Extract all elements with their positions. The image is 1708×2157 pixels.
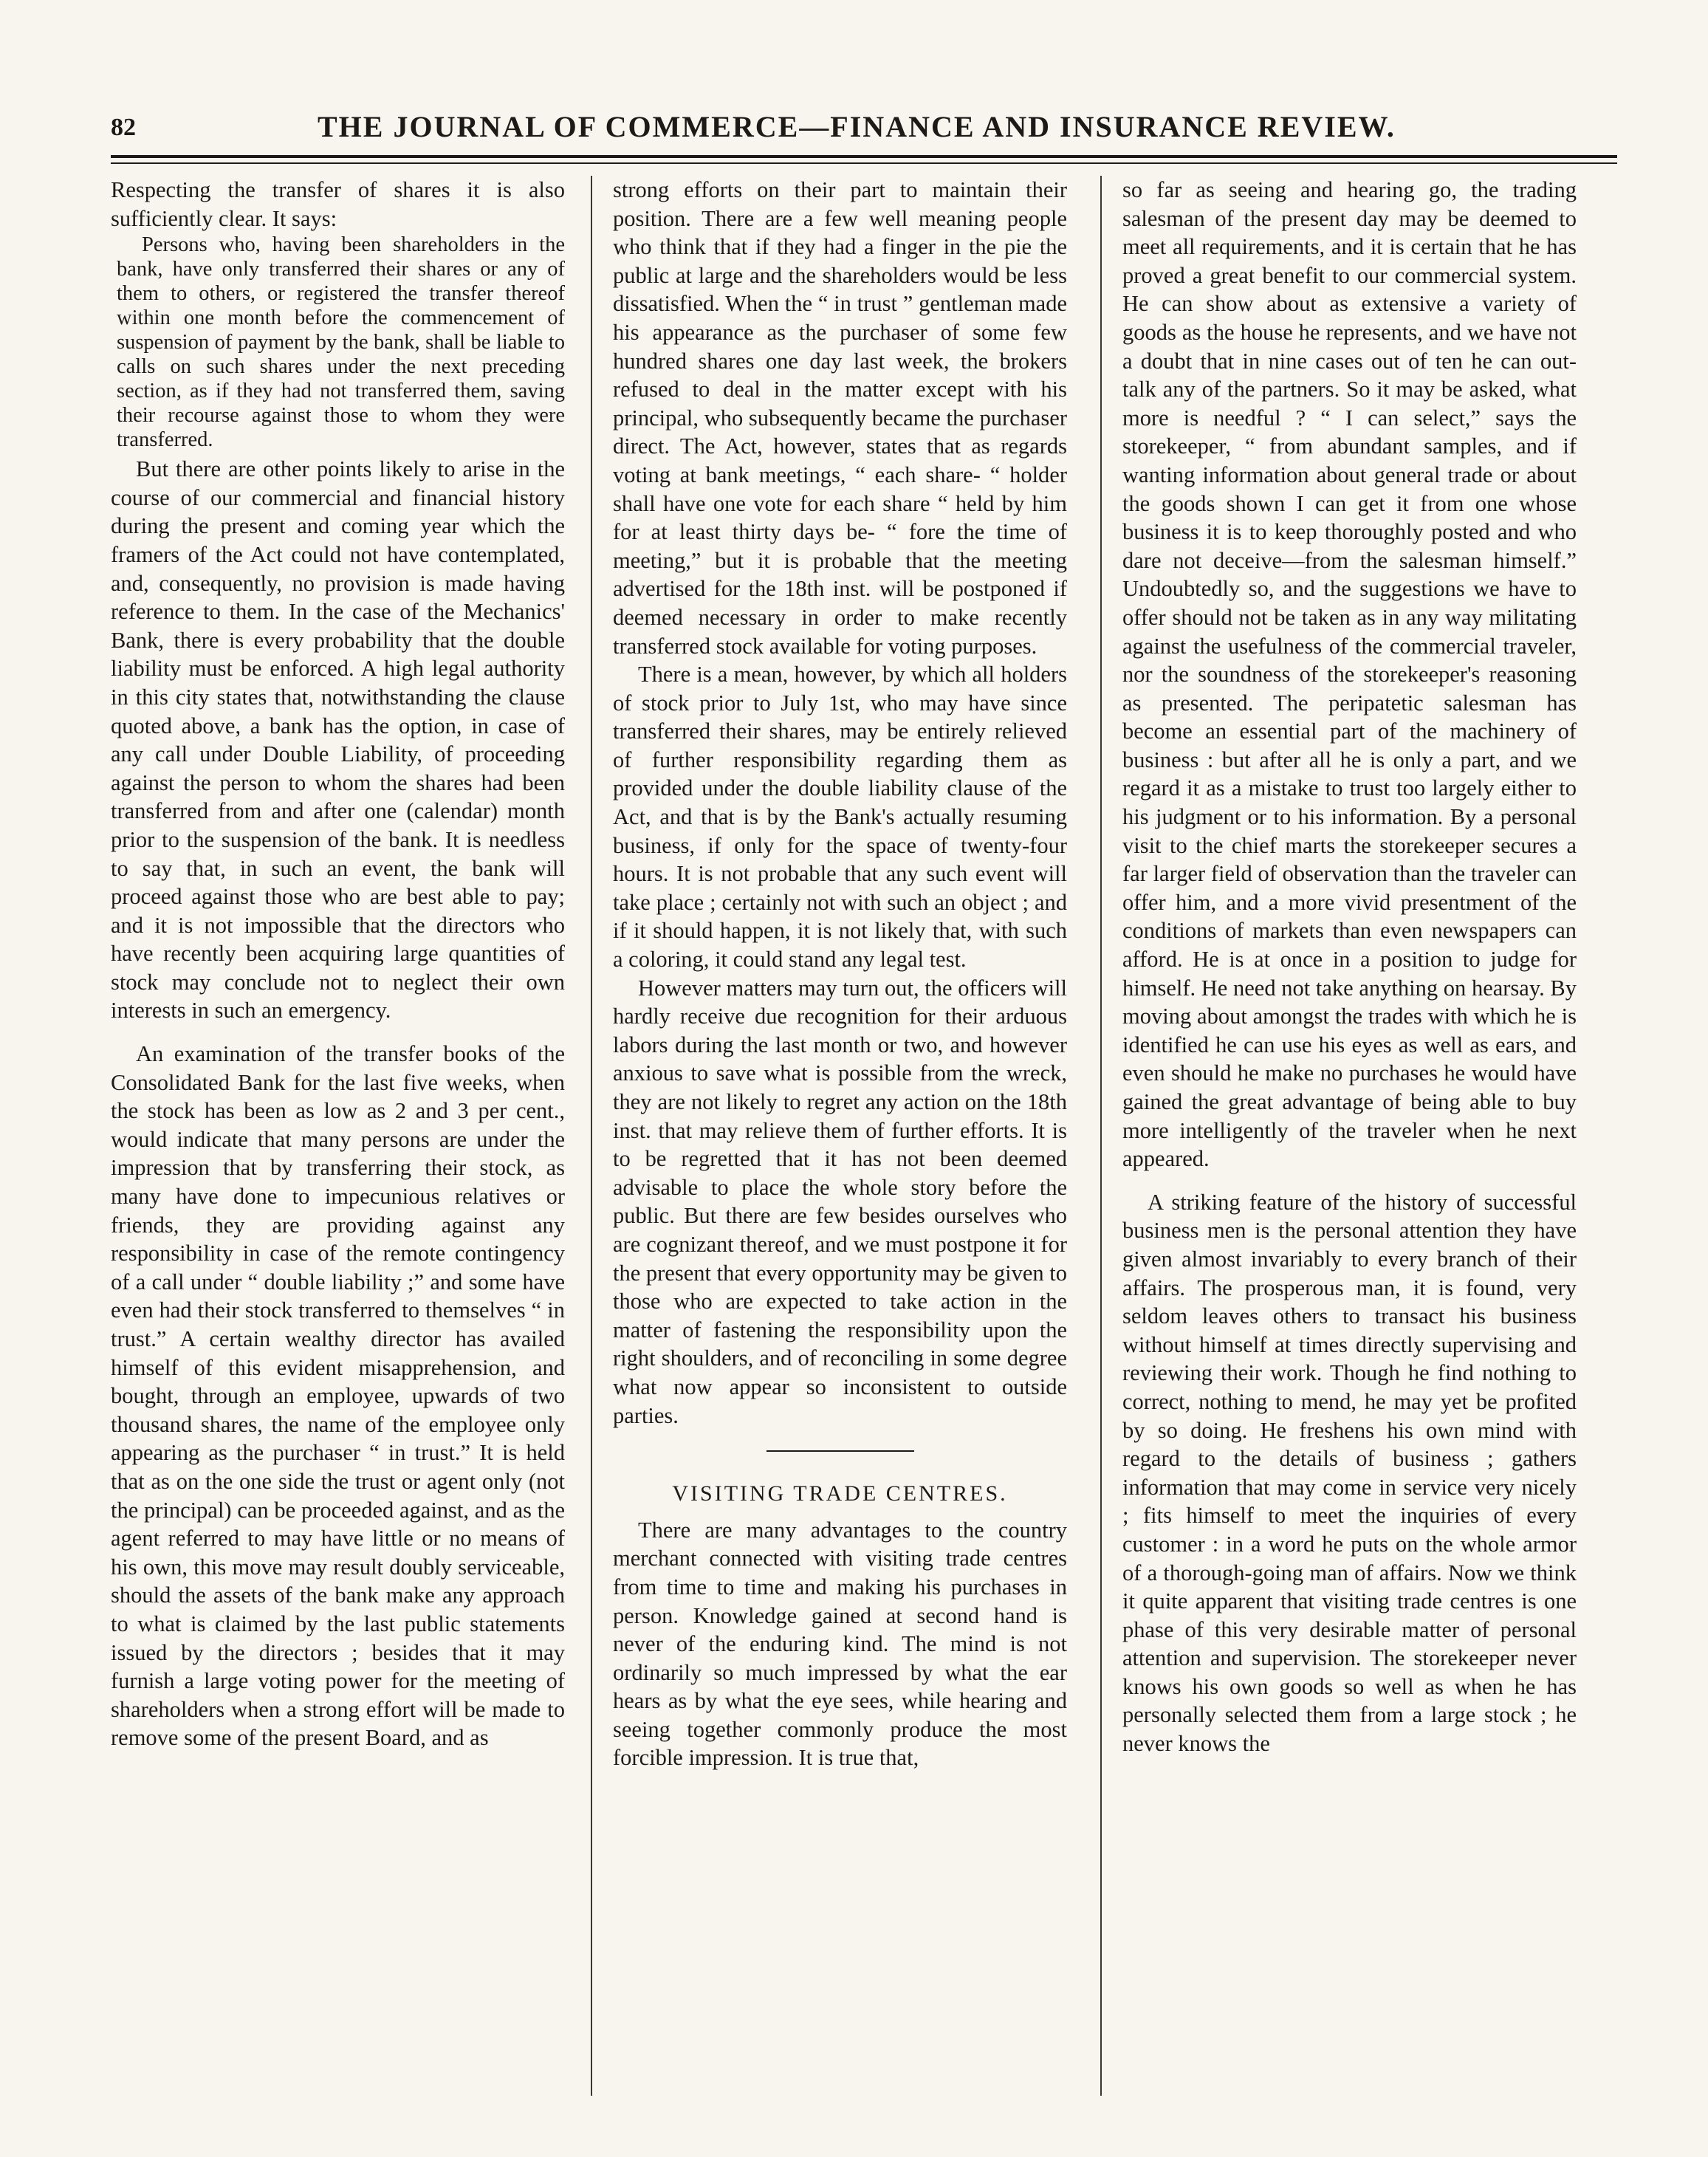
article-paragraph: strong efforts on their part to maintain their position. There are a few well meaning people who think that if they had a finger in the pie the public at large and the shareholders would be less dissatisfied. When the “ in trust ” gentleman made his appearance as the purchaser of some few hundred shares one day last week, the brokers refused to deal in the matter except with his principal, who subsequently became the purchaser direct. The Act, however, states that as regards voting at bank meetings, “ each share- “ holder shall have one vote for each share “ held by him for at least thirty days be- “ fore the time of meeting,” but it is probable that the meeting advertised for the 18th inst. will be postponed if deemed necessary in order to make recently transferred stock available for voting purposes. xyxy=(613,177,1067,659)
column-divider xyxy=(1100,176,1102,2096)
article-paragraph: There are many advantages to the country merchant connected with visiting trade centres from time to time and making his purchases in person. Knowledge gained at second hand is never of the enduring kind. The mind is not ordinarily so much impressed by what the ear hears as by what the eye sees, while hearing and seeing together commonly produce the most forcible impression. It is true that, xyxy=(613,1517,1067,1771)
article-paragraph: so far as seeing and hearing go, the trading salesman of the present day may be deemed to meet all requirements, and it is certain that he has proved a great benefit to our commercial system. He can show about as extensive a variety of goods as the house he represents, and we have not a doubt that in nine cases out of ten he can out-talk any of the partners. So it may be asked, what more is needful ? “ I can select,” says the storekeeper, “ from abundant samples, and if wanting information about general trade or about the goods shown I can get it from one whose business it is to keep thoroughly posted and who dare not deceive—from the salesman himself.” Undoubtedly so, and the suggestions we have to offer should not be taken as in any way militating against the usefulness of the commercial traveler, nor the soundness of the storekeeper's reasoning as presented. The peripatetic salesman has become an essential part of the machinery of business : but after all he is only a part, and we regard it as a mistake to trust too largely either to his judgment or to his information. By a personal visit to the chief marts the storekeeper secures a far larger field of observation than the traveler can offer him, and a more vivid presentment of the conditions of markets than even newspapers can afford. He is at once in a position to judge for himself. He need not take anything on hearsay. By moving about amongst the trades with which he is identified he can use his eyes as well as ears, and even should he make no purchases he would have gained the great advantage of being able to buy more intelligently of the traveler when he next appeared. xyxy=(1122,177,1577,1172)
section-divider xyxy=(766,1450,914,1452)
article-paragraph: However matters may turn out, the officers will hardly receive due recognition for their arduous labors during the last month or two, and however anxious to save what is possible from the wreck, they are not likely to regret any action on the 18th inst. that may relieve them of further efforts. It is to be regretted that it has not been deemed advisable to place the whole story before the public. But there are few besides ourselves who are cognizant thereof, and we must postpone it for the present that every opportunity may be given to those who are expected to take action in the matter of fastening the responsibility upon the right shoulders, and of reconciling in some degree what now appear so inconsistent to outside parties. xyxy=(613,975,1067,1428)
column-left xyxy=(111,176,565,2096)
column-right xyxy=(1122,176,1577,2096)
article-paragraph: An examination of the transfer books of the Consolidated Bank for the last five weeks, when the stock has been as low as 2 and 3 per cent., would indicate that many persons are under the impression that by transferring their stock, as many have done to impecunious relatives or friends, they are providing against any responsibility in case of the remote contingency of a call under “ double liability ;” and some have even had their stock transferred to themselves “ in trust.” A certain wealthy director has availed himself of this evident misapprehension, and bought, through an employee, upwards of two thousand shares, the name of the employee only appearing as the purchaser “ in trust.” It is held that as on the one side the trust or agent only (not the principal) can be proceeded against, and as the agent referred to may have little or no means of his own, this move may result doubly serviceable, should the assets of the bank make any approach to what is claimed by the last public statements issued by the directors ; besides that it may furnish a large voting power for the meeting of shareholders when a strong effort will be made to remove some of the present Board, and as xyxy=(111,1041,565,1751)
act-quotation: Persons who, having been shareholders in the bank, have only transferred their shares or any of them to others, or registered the transfer thereof within one month before the commencement of suspension of payment by the bank, shall be liable to calls on such shares under the next preceding section, as if they had not transferred them, saving their recourse against those to whom they were transferred. xyxy=(117,233,565,452)
article-paragraph: A striking feature of the history of successful business men is the personal attention they have given almost invariably to every branch of their affairs. The prosperous man, it is found, very seldom leaves others to transact his business without himself at times directly supervising and reviewing their work. Though he find nothing to correct, nothing to mend, he may yet be profited by so doing. He freshens his own mind with regard to the details of business ; gathers information that may come in service very nicely ; fits himself to meet the inquiries of every customer : in a word he puts on the whole armor of a thorough-going man of affairs. Now we think it quite apparent that visiting trade centres is one phase of this very desirable matter of personal attention and supervision. The storekeeper never knows his own goods so well as when he has personally selected them from a large stock ; he never knows the xyxy=(1122,1189,1577,1757)
header-rule-thick xyxy=(111,155,1617,158)
column-middle xyxy=(613,176,1067,2096)
header-rule-thin xyxy=(111,162,1617,164)
article-paragraph: But there are other points likely to arise in the course of our commercial and financial history during the present and coming year which the framers of the Act could not have contemplated, and, consequently, no provision is made having reference to them. In the case of the Mechanics' Bank, there is every probability that the double liability must be enforced. A high legal authority in this city states that, notwithstanding the clause quoted above, a bank has the option, in case of any call under Double Liability, of proceeding against the person to whom the shares had been transferred from and after one (calendar) month prior to the suspension of the bank. It is needless to say that, in such an event, the bank will proceed against those who are best able to pay; and it is not impossible that the directors who have recently been acquiring large quantities of stock may conclude not to neglect their own interests in such an emergency. xyxy=(111,456,565,1023)
journal-title: THE JOURNAL OF COMMERCE—FINANCE AND INSURANCE REVIEW. xyxy=(318,110,1396,143)
article-paragraph: There is a mean, however, by which all holders of stock prior to July 1st, who may have since transferred their shares, may be entirely relieved of further responsibility regarding them as provided under the double liability clause of the Act, and that is by the Bank's actually resuming business, if only for the space of twenty-four hours. It is not probable that any such event will take place ; certainly not with such an object ; and if it should happen, it is not likely that, with such a coloring, it could stand any legal test. xyxy=(613,662,1067,973)
page-header xyxy=(111,109,1617,154)
page-number: 82 xyxy=(111,114,136,141)
section-heading: VISITING TRADE CENTRES. xyxy=(672,1481,1008,1506)
column-divider xyxy=(591,176,592,2096)
article-paragraph: Respecting the transfer of shares it is also sufficiently clear. It says: xyxy=(111,177,565,231)
